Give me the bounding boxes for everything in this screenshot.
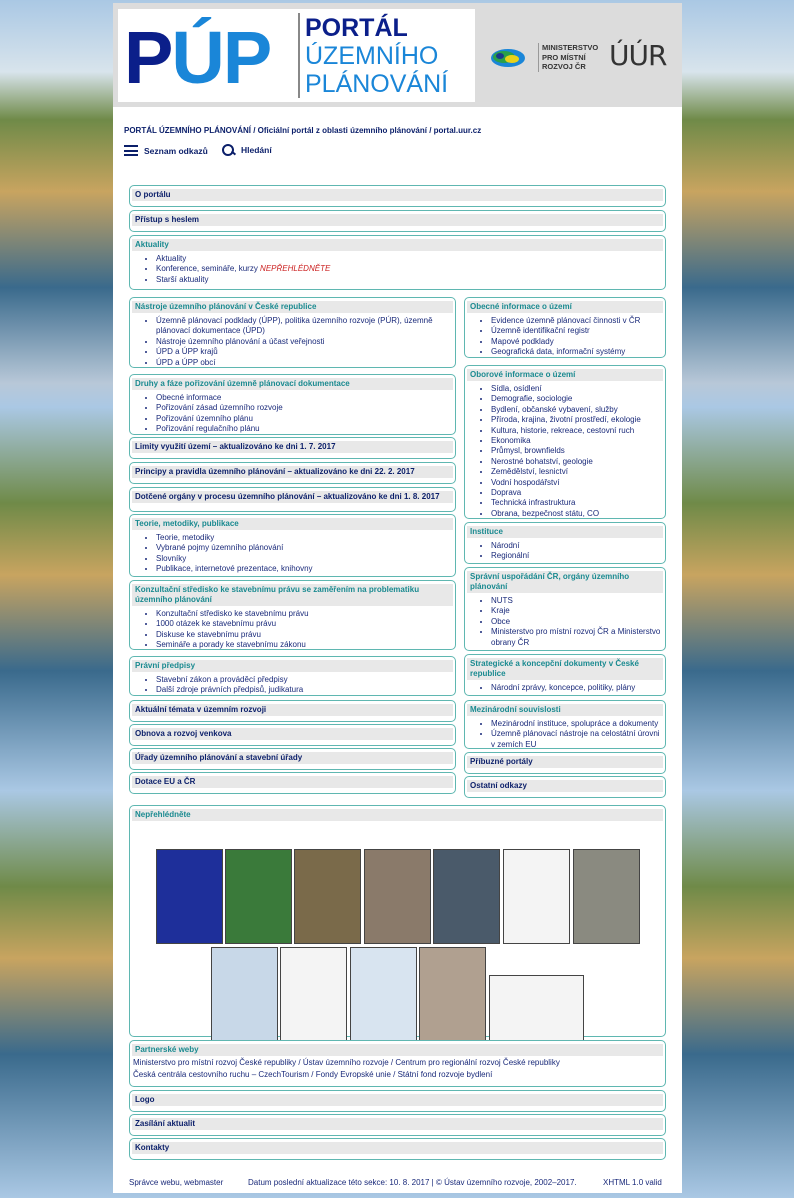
section-title[interactable]: Limity využití území – aktualizováno ke dni 1. 7. 2017 bbox=[132, 441, 453, 453]
section-left-5 bbox=[129, 514, 456, 577]
section-right-3 bbox=[464, 567, 666, 651]
section-title[interactable]: Instituce bbox=[467, 526, 663, 538]
list-item[interactable]: • NUTS bbox=[491, 596, 663, 606]
section-left-6 bbox=[129, 580, 456, 650]
logo-p2: P bbox=[222, 16, 271, 99]
section-title[interactable]: Správní uspořádání ČR, orgány územního plánování bbox=[467, 571, 663, 593]
section-title[interactable]: Mezinárodní souvislosti bbox=[467, 704, 663, 716]
publication-cover[interactable] bbox=[419, 947, 486, 1042]
list-item[interactable]: • 1000 otázek ke stavebnímu právu bbox=[156, 619, 453, 629]
publication-cover[interactable] bbox=[364, 849, 431, 944]
list-item[interactable]: • Regionální bbox=[491, 551, 663, 561]
ministry-line: MINISTERSTVO bbox=[542, 43, 599, 52]
section-right-0 bbox=[464, 297, 666, 358]
publication-cover[interactable] bbox=[294, 849, 361, 944]
section-right-2 bbox=[464, 522, 666, 564]
list-item[interactable]: • Územně plánovací podklady (ÚPP), politika územního rozvoje (PÚR), územně plánovací dokumentace (ÚPD) bbox=[156, 316, 453, 337]
section-title[interactable]: Strategické a koncepční dokumenty v České republice bbox=[467, 658, 663, 680]
search-button[interactable] bbox=[222, 144, 272, 156]
section-title[interactable]: Nástroje územního plánování v České republice bbox=[132, 301, 453, 313]
list-item[interactable]: • Ekonomika bbox=[491, 436, 663, 446]
section-title[interactable]: Oborové informace o území bbox=[467, 369, 663, 381]
section-left-2[interactable] bbox=[129, 437, 456, 459]
section-kontakty[interactable] bbox=[129, 1138, 666, 1160]
ministry-line: ROZVOJ ČR bbox=[542, 62, 586, 71]
breadcrumb: PORTÁL ÚZEMNÍHO PLÁNOVÁNÍ / Oficiální portál z oblasti územního plánování / portal.uur.cz bbox=[124, 126, 482, 135]
list-item[interactable]: • Kultura, historie, rekreace, cestovní ruch bbox=[491, 426, 663, 436]
list-item[interactable]: • Sídla, osídlení bbox=[491, 384, 663, 394]
section-list bbox=[467, 384, 663, 519]
list-item[interactable]: • Vodní hospodářství bbox=[491, 478, 663, 488]
publication-cover[interactable] bbox=[489, 975, 584, 1042]
publication-cover[interactable] bbox=[225, 849, 292, 944]
section-neprehlednete bbox=[129, 805, 666, 1037]
list-item[interactable]: • Bydlení, občanské vybavení, služby bbox=[491, 405, 663, 415]
list-item[interactable]: • Evidence územně plánovací činnosti v ČR bbox=[491, 316, 663, 326]
section-title[interactable]: Teorie, metodiky, publikace bbox=[132, 518, 453, 530]
section-logo[interactable] bbox=[129, 1090, 666, 1112]
list-item[interactable]: • Geografická data, informační systémy bbox=[491, 347, 663, 357]
list-item[interactable]: • Semináře a porady ke stavebnímu zákonu bbox=[156, 640, 453, 650]
list-item-text: Konference, semináře, kurzy bbox=[156, 264, 261, 274]
section-list bbox=[467, 316, 663, 358]
section-left-3[interactable] bbox=[129, 462, 456, 484]
logo-p1: P bbox=[124, 16, 172, 99]
section-title[interactable]: Kontakty bbox=[132, 1142, 663, 1154]
section-title: Partnerské weby bbox=[132, 1044, 663, 1056]
footer-webmaster-link[interactable]: Správce webu, webmaster bbox=[129, 1178, 224, 1187]
section-title[interactable]: Obnova a rozvoj venkova bbox=[132, 728, 453, 740]
section-title[interactable]: Dotčené orgány v procesu územního plánování – aktualizováno ke dni 1. 8. 2017 bbox=[132, 491, 453, 503]
top-menu bbox=[124, 144, 284, 158]
list-item[interactable]: • Průmysl, brownfields bbox=[491, 446, 663, 456]
portal-title-line1: PORTÁL bbox=[305, 14, 408, 42]
section-list bbox=[467, 719, 663, 750]
section-title[interactable]: Obecné informace o území bbox=[467, 301, 663, 313]
publication-cover[interactable] bbox=[503, 849, 570, 944]
section-left-11[interactable] bbox=[129, 772, 456, 794]
ministry-text bbox=[538, 43, 598, 72]
header bbox=[113, 3, 682, 107]
section-title[interactable]: Logo bbox=[132, 1094, 663, 1106]
section-list bbox=[467, 541, 663, 562]
section-right-7[interactable] bbox=[464, 776, 666, 798]
portal-title-line2: ÚZEMNÍHO bbox=[305, 42, 439, 70]
section-pristup[interactable] bbox=[129, 210, 666, 232]
publication-cover[interactable] bbox=[280, 947, 347, 1042]
section-title[interactable]: O portálu bbox=[132, 189, 663, 201]
publication-cover[interactable] bbox=[350, 947, 417, 1042]
section-left-1 bbox=[129, 374, 456, 435]
list-item[interactable]: • Nerostné bohatství, geologie bbox=[491, 457, 663, 467]
list-item[interactable]: • Aktuality bbox=[156, 254, 663, 264]
list-item[interactable]: • Vybrané pojmy územního plánování bbox=[156, 543, 453, 553]
publication-cover[interactable] bbox=[156, 849, 223, 944]
list-item[interactable]: • Příroda, krajina, životní prostředí, ekologie bbox=[491, 415, 663, 425]
section-left-7 bbox=[129, 656, 456, 696]
list-item[interactable]: • Pořizování zásad územního rozvoje bbox=[156, 403, 453, 413]
list-item[interactable]: • Doprava bbox=[491, 488, 663, 498]
list-item[interactable]: • Starší aktuality bbox=[156, 275, 663, 285]
logo-u: Ú bbox=[171, 16, 223, 99]
mmr-emblem-icon bbox=[490, 47, 526, 69]
section-zasilani[interactable] bbox=[129, 1114, 666, 1136]
list-item[interactable]: • Pořizování územního plánu bbox=[156, 414, 453, 424]
list-item[interactable] bbox=[156, 264, 663, 274]
search-label: Hledání bbox=[241, 145, 272, 155]
section-right-5 bbox=[464, 700, 666, 749]
list-item[interactable]: • Nástroje územního plánování a účast veřejnosti bbox=[156, 337, 453, 347]
publication-cover[interactable] bbox=[433, 849, 500, 944]
section-title[interactable]: Úřady územního plánování a stavební úřady bbox=[132, 752, 453, 764]
section-title[interactable]: Přístup s heslem bbox=[132, 214, 663, 226]
footer-xhtml-link[interactable]: XHTML 1.0 valid bbox=[603, 1178, 662, 1187]
footer bbox=[113, 1173, 682, 1193]
section-o-portalu[interactable] bbox=[129, 185, 666, 207]
publication-cover[interactable] bbox=[211, 947, 278, 1042]
section-title[interactable]: Aktuality bbox=[132, 239, 663, 251]
section-left-4[interactable] bbox=[129, 487, 456, 512]
section-list bbox=[132, 609, 453, 651]
list-item[interactable]: • Stavební zákon a prováděcí předpisy bbox=[156, 675, 453, 685]
logo-divider bbox=[298, 13, 300, 98]
list-item[interactable]: • Diskuse ke stavebnímu právu bbox=[156, 630, 453, 640]
section-title[interactable]: Druhy a fáze pořizování územně plánovací dokumentace bbox=[132, 378, 453, 390]
section-title: Nepřehlédněte bbox=[132, 809, 663, 821]
uur-logo[interactable]: ÚÚR bbox=[609, 39, 667, 72]
list-item[interactable]: • Teorie, metodiky bbox=[156, 533, 453, 543]
section-list bbox=[467, 596, 663, 648]
section-right-6[interactable] bbox=[464, 752, 666, 774]
page bbox=[113, 3, 682, 1193]
list-item[interactable]: • Kraje bbox=[491, 606, 663, 616]
links-menu-label: Seznam odkazů bbox=[144, 145, 208, 156]
list-item[interactable]: • Pořizování regulačního plánu bbox=[156, 424, 453, 434]
section-left-0 bbox=[129, 297, 456, 368]
list-item[interactable]: • Publikace, internetové prezentace, knihovny bbox=[156, 564, 453, 574]
section-title[interactable]: Právní předpisy bbox=[132, 660, 453, 672]
list-item[interactable]: • Územně identifikační registr bbox=[491, 326, 663, 336]
section-list bbox=[132, 533, 453, 575]
list-item[interactable]: • Demografie, sociologie bbox=[491, 394, 663, 404]
portal-title-line3: PLÁNOVÁNÍ bbox=[305, 70, 449, 98]
links-menu-button[interactable] bbox=[124, 145, 208, 156]
section-title[interactable]: Principy a pravidla územního plánování – aktualizováno ke dni 22. 2. 2017 bbox=[132, 466, 453, 478]
section-list bbox=[132, 316, 453, 368]
ministry-line: PRO MÍSTNÍ bbox=[542, 52, 586, 62]
section-left-9[interactable] bbox=[129, 724, 456, 746]
highlight-text[interactable]: NEPŘEHLÉDNĚTE bbox=[260, 264, 331, 274]
list-item[interactable]: • Územně plánovací nástroje na celostátní úrovni v zemích EU bbox=[491, 729, 663, 750]
list-item[interactable]: • Národní bbox=[491, 541, 663, 551]
section-title[interactable]: Ostatní odkazy bbox=[467, 780, 663, 792]
partner-links-line2[interactable]: Česká centrála cestovního ruchu – CzechTourism / Fondy Evropské unie / Státní fond rozvoje bydlení bbox=[133, 1070, 493, 1080]
section-list bbox=[467, 683, 663, 693]
ministry-logo[interactable] bbox=[490, 43, 605, 73]
section-left-10[interactable] bbox=[129, 748, 456, 770]
footer-updated: Datum poslední aktualizace této sekce: 10. 8. 2017 | © Ústav územního rozvoje, 2002–2017. bbox=[248, 1178, 577, 1187]
publication-cover[interactable] bbox=[573, 849, 640, 944]
pup-logo-letters bbox=[124, 16, 271, 99]
list-item[interactable]: • Obrana, bezpečnost státu, CO bbox=[491, 509, 663, 519]
list-item[interactable]: • Konzultační středisko ke stavebnímu právu bbox=[156, 609, 453, 619]
list-item[interactable]: • ÚPD a ÚPP krajů bbox=[156, 347, 453, 357]
list-item[interactable]: • Obce bbox=[491, 617, 663, 627]
list-item[interactable]: • Národní zprávy, koncepce, politiky, plány bbox=[491, 683, 663, 693]
portal-logo[interactable] bbox=[118, 9, 475, 102]
list-item[interactable]: • Další zdroje právních předpisů, judikatura bbox=[156, 685, 453, 695]
list-item[interactable]: • Slovníky bbox=[156, 554, 453, 564]
section-title[interactable]: Aktuální témata v územním rozvoji bbox=[132, 704, 453, 716]
section-title[interactable]: Konzultační středisko ke stavebnímu právu se zaměřením na problematiku územního plánování bbox=[132, 584, 453, 606]
list-item[interactable]: • Obecné informace bbox=[156, 393, 453, 403]
list-item[interactable]: • Zemědělství, lesnictví bbox=[491, 467, 663, 477]
section-right-1 bbox=[464, 365, 666, 519]
section-list bbox=[132, 675, 453, 696]
section-title[interactable]: Dotace EU a ČR bbox=[132, 776, 453, 788]
hamburger-icon bbox=[124, 145, 138, 156]
list-item[interactable]: • Mezinárodní instituce, spolupráce a dokumenty bbox=[491, 719, 663, 729]
section-left-8[interactable] bbox=[129, 700, 456, 722]
section-list bbox=[132, 393, 453, 435]
list-item[interactable]: • Mapové podklady bbox=[491, 337, 663, 347]
search-icon bbox=[222, 144, 235, 156]
section-title[interactable]: Zasílání aktualit bbox=[132, 1118, 663, 1130]
list-item[interactable]: • ÚPD a ÚPP obcí bbox=[156, 358, 453, 368]
list-item[interactable]: • Technická infrastruktura bbox=[491, 498, 663, 508]
section-title[interactable]: Příbuzné portály bbox=[467, 756, 663, 768]
section-partnerske-weby bbox=[129, 1040, 666, 1087]
partner-links-line1[interactable]: Ministerstvo pro místní rozvoj České republiky / Ústav územního rozvoje / Centrum pro regionální rozvoj České republiky bbox=[133, 1058, 560, 1067]
list-item[interactable]: • Ministerstvo pro místní rozvoj ČR a Ministerstvo obrany ČR bbox=[491, 627, 663, 648]
section-right-4 bbox=[464, 654, 666, 696]
section-aktuality bbox=[129, 235, 666, 290]
